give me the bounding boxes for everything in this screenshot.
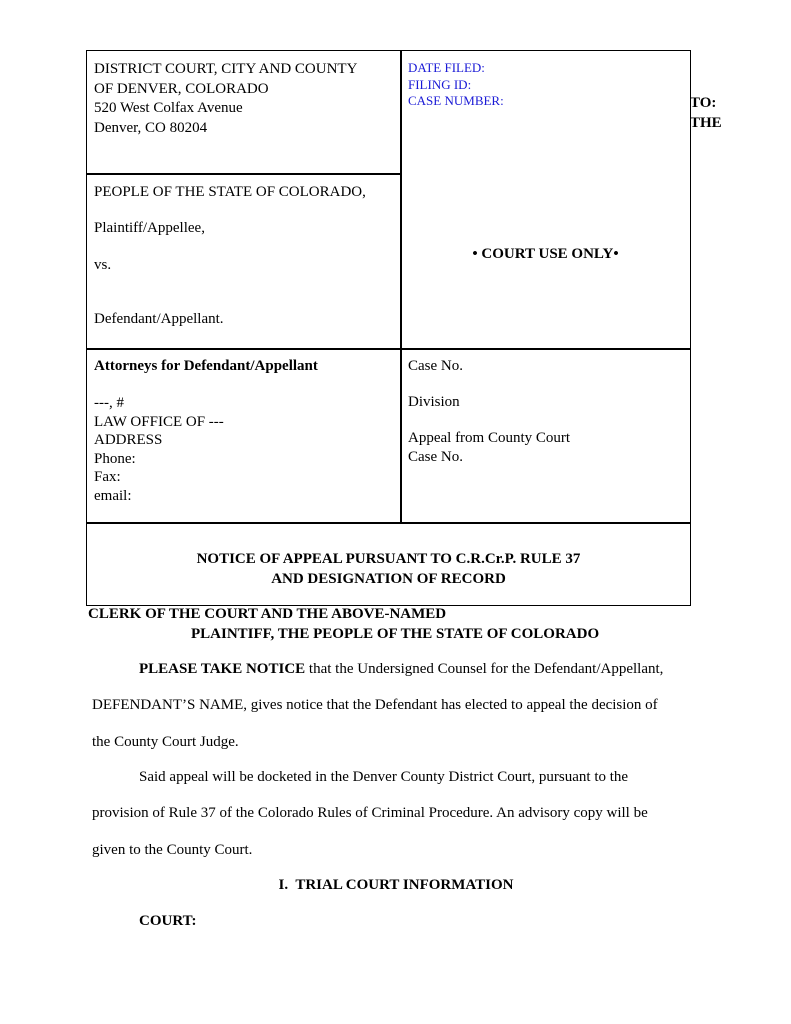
paragraph-2-line-2: provision of Rule 37 of the Colorado Rules of Criminal Procedure. An advisory copy will be: [92, 805, 648, 821]
parties-cell: [86, 173, 402, 350]
attorney-name: ---, #: [94, 395, 124, 411]
section-heading: I. TRIAL COURT INFORMATION: [278, 877, 514, 893]
court-name-line-2: OF DENVER, COLORADO: [94, 80, 269, 97]
case-number-label: CASE NUMBER:: [408, 93, 504, 108]
paragraph-1-line-1: [139, 661, 663, 678]
paragraph-1-line-1-text: that the Undersigned Counsel for the Defendant/Appellant,: [305, 661, 664, 677]
plaintiff-name: PEOPLE OF THE STATE OF COLORADO,: [94, 184, 366, 200]
attorney-fax: Fax:: [94, 469, 121, 485]
paragraph-2-line-1: Said appeal will be docketed in the Denver County District Court, pursuant to the: [139, 769, 629, 785]
court-city: Denver, CO 80204: [94, 119, 208, 136]
paragraph-1-line-3: the County Court Judge.: [92, 734, 239, 750]
versus: vs.: [94, 257, 112, 273]
court-info-cell: [86, 50, 402, 175]
paragraph-1-line-2: DEFENDANT’S NAME, gives notice that the Defendant has elected to appeal the decision of: [92, 697, 658, 713]
attorney-email: email:: [94, 487, 132, 504]
law-office: LAW OFFICE OF ---: [94, 413, 224, 430]
document-title-line-2: AND DESIGNATION OF RECORD: [271, 570, 506, 587]
filing-info-cell: [400, 50, 691, 350]
attorneys-heading: Attorneys for Defendant/Appellant: [94, 358, 318, 374]
attorneys-cell: [86, 348, 402, 524]
plaintiff-role: Plaintiff/Appellee,: [94, 220, 205, 236]
court-label: COURT:: [139, 913, 197, 929]
division-label: Division: [408, 394, 460, 410]
appeal-from-label: Appeal from County Court: [408, 430, 571, 446]
attorney-phone: Phone:: [94, 450, 136, 467]
court-address: 520 West Colfax Avenue: [94, 100, 243, 116]
court-use-only: • COURT USE ONLY•: [472, 246, 619, 262]
please-take-notice: PLEASE TAKE NOTICE: [139, 661, 306, 677]
case-no-label: Case No.: [408, 358, 463, 374]
court-name-line-1: DISTRICT COURT, CITY AND COUNTY: [94, 61, 358, 77]
paragraph-2-line-3: given to the County Court.: [92, 842, 253, 858]
case-info-cell: [400, 348, 691, 524]
address-to-line-1: CLERK OF THE COURT AND THE ABOVE-NAMED: [88, 606, 447, 622]
date-filed-label: DATE FILED:: [408, 60, 485, 75]
appeal-case-no-label: Case No.: [408, 449, 463, 465]
margin-to: TO:: [690, 95, 717, 111]
margin-the: THE: [690, 114, 722, 131]
address-to-line-2: PLAINTIFF, THE PEOPLE OF THE STATE OF COLORADO: [191, 626, 600, 642]
document-title-line-1: NOTICE OF APPEAL PURSUANT TO C.R.Cr.P. RULE 37: [196, 551, 581, 567]
filing-id-label: FILING ID:: [408, 76, 472, 92]
defendant-role: Defendant/Appellant.: [94, 311, 224, 327]
title-cell: [86, 522, 691, 606]
attorney-address: ADDRESS: [94, 432, 163, 448]
